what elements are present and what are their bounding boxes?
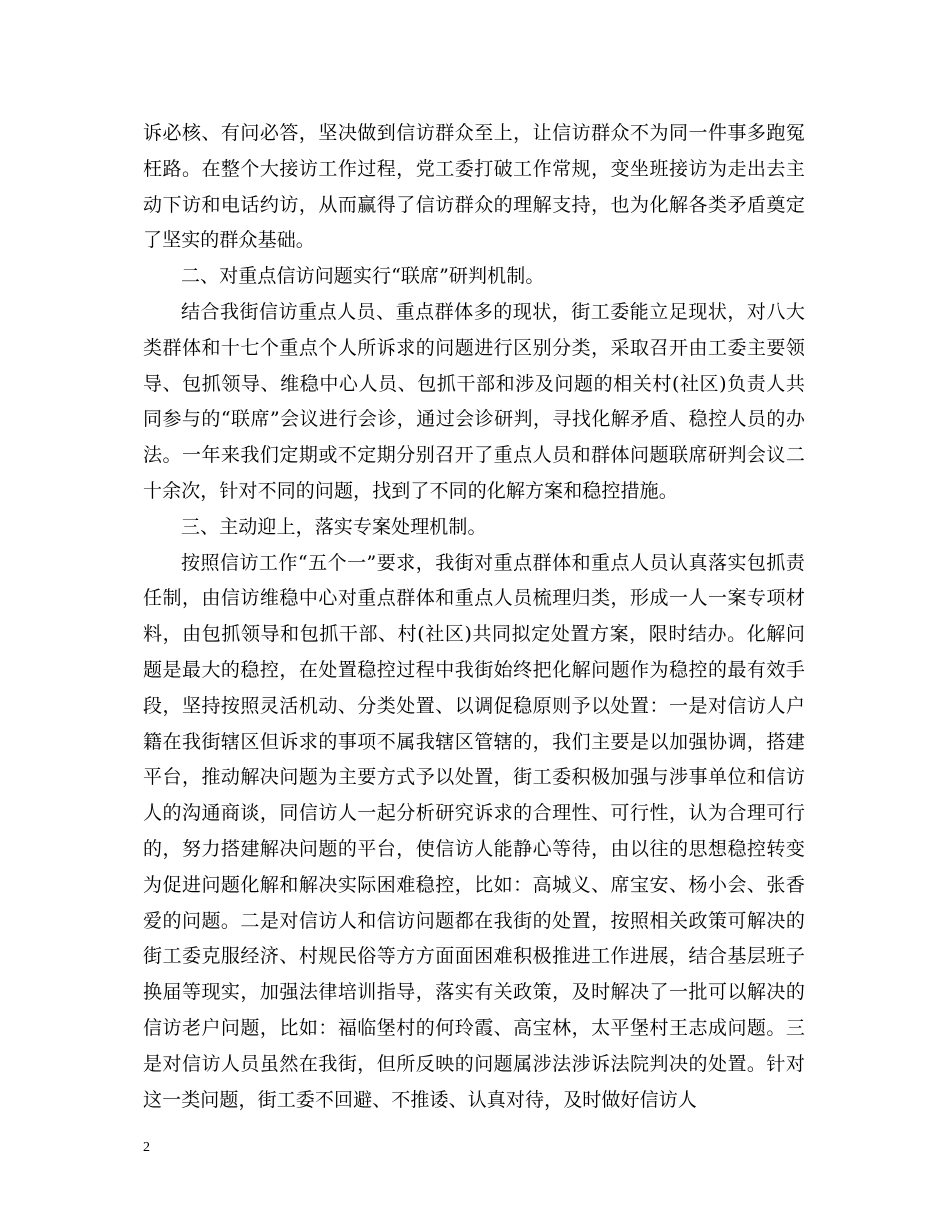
paragraph-joint-meeting: 结合我街信访重点人员、重点群体多的现状，街工委能立足现状，对八大类群体和十七个重点个人所诉求的问题进行区别分类，采取召开由工委主要领导、包抓领导、维稳中心人员、包抓干部和涉及问题的相关村(社区)负责人共同参与的“联席”会议进行会诊，通过会诊研判，寻找化解矛盾、稳控人员的办法。一年来我们定期或不定期分别召开了重点人员和群体问题联席研判会议二十余次，针对不同的问题，找到了不同的化解方案和稳控措施。	[143, 300, 805, 502]
page-number: 2	[143, 1140, 150, 1155]
paragraph-case-handling: 按照信访工作“五个一”要求，我街对重点群体和重点人员认真落实包抓责任制，由信访维稳中心对重点群体和重点人员梳理归类，形成一人一案专项材料，由包抓领导和包抓干部、村(社区)共同拟定处置方案，限时结办。化解问题是最大的稳控，在处置稳控过程中我街始终把化解问题作为稳控的最有效手段，坚持按照灵活机动、分类处置、以调促稳原则予以处置：一是对信访人户籍在我街辖区但诉求的事项不属我辖区管辖的，我们主要是以加强协调，搭建平台，推动解决问题为主要方式予以处置，街工委积极加强与涉事单位和信访人的沟通商谈，同信访人一起分析研究诉求的合理性、可行性，认为合理可行的，努力搭建解决问题的平台，使信访人能静心等待，由以往的思想稳控转变为促进问题化解和解决实际困难稳控，比如：高城义、席宝安、杨小会、张香爱的问题。二是对信访人和信访问题都在我街的处置，按照相关政策可解决的街工委克服经济、村规民俗等方方面面困难积极推进工作进展，结合基层班子换届等现实，加强法律培训指导，落实有关政策，及时解决了一批可以解决的信访老户问题，比如：福临堡村的何玲霞、高宝林，太平堡村王志成问题。三是对信访人员虽然在我街，但所反映的问题属涉法涉诉法院判决的处置。针对这一类问题，街工委不回避、不推诿、认真对待，及时做好信访人	[143, 551, 805, 1111]
paragraph-continuation: 诉必核、有问必答，坚决做到信访群众至上，让信访群众不为同一件事多跑冤枉路。在整个大接访工作过程，党工委打破工作常规，变坐班接访为走出去主动下访和电话约访，从而赢得了信访群众的理解支持，也为化解各类矛盾奠定了坚实的群众基础。	[143, 122, 805, 252]
section-heading-two: 二、对重点信访问题实行“联席”研判机制。	[181, 265, 545, 288]
document-body	[143, 116, 805, 1118]
section-heading-three: 三、主动迎上，落实专案处理机制。	[181, 515, 487, 538]
